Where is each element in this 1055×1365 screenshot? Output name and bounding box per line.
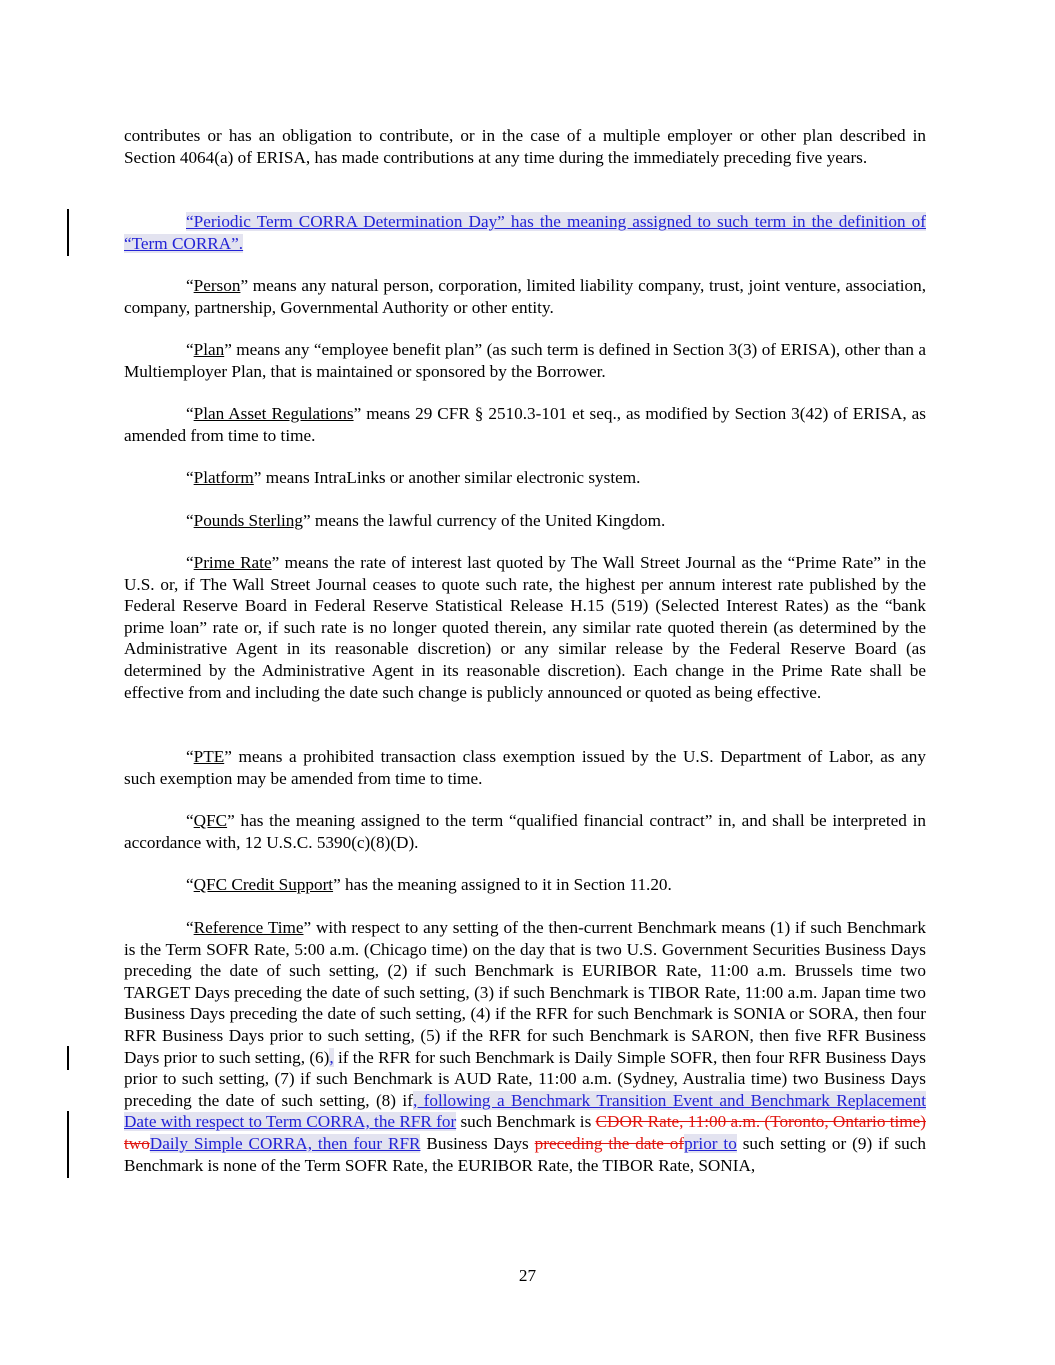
definition-qfc-credit-support (124, 874, 926, 896)
defined-term: Prime Rate (193, 553, 272, 572)
defined-term: PTE (193, 747, 225, 766)
definition-platform (124, 467, 926, 489)
definition-text: Business Days (420, 1133, 535, 1153)
open-quote: “ (186, 918, 194, 937)
definition-text: ” has the meaning assigned to it in Section 11.20. (333, 875, 672, 894)
defined-term: Plan (193, 340, 225, 359)
definition-text: ” means the lawful currency of the United Kingdom. (302, 511, 666, 530)
inserted-text: , following a Benchmark Transition Event and Benchmark Replacement Date with respect to Term CORRA, the RFR for (124, 1090, 926, 1132)
definition-text: ” with respect to any setting of the then-current Benchmark means (1) if such Benchmark is the Term SOFR Rate, 5:00 a.m. (Chicago time) on the day that is two U.S. Government Securities Business Days preceding the date of such setting, (2) if such Benchmark is EURIBOR Rate, 11:00 a.m. Brussels time two TARGET Days preceding the date of such setting, (3) if such Benchmark is TIBOR Rate, 11:00 a.m. Japan time two Business Days preceding the date of such setting, (4) if the RFR for such Benchmark is SONIA or SORA, then four RFR Business Days prior to such setting, (5) if the RFR for such Benchmark is SARON, then five RFR Business Days prior to such setting, (6) (124, 918, 926, 1067)
defined-term: Reference Time (193, 918, 304, 937)
paragraph-periodic-term-corra (124, 211, 926, 254)
defined-term: QFC (193, 811, 228, 830)
defined-term: Plan Asset Regulations (193, 404, 354, 423)
open-quote: “ (186, 276, 194, 295)
definition-prime-rate (124, 552, 926, 703)
definition-plan (124, 339, 926, 382)
definition-reference-time (124, 917, 926, 1176)
definition-text: ” has the meaning assigned to the term “qualified financial contract” in, and shall be interpreted in accordance with, 12 U.S.C. 5390(c)(8)(D). (124, 811, 926, 852)
defined-term: Pounds Sterling (193, 511, 303, 530)
change-bar (67, 209, 69, 256)
definition-qfc (124, 810, 926, 853)
open-quote: “ (186, 511, 194, 530)
definition-text: ” means any natural person, corporation, limited liability company, trust, joint venture, association, company, partnership, Governmental Authority or other entity. (124, 276, 926, 317)
definition-text: such Benchmark is (456, 1112, 596, 1132)
open-quote: “ (186, 811, 194, 830)
definition-pte (124, 746, 926, 789)
inserted-text: , (329, 1047, 334, 1067)
paragraph-continuation: contributes or has an obligation to contribute, or in the case of a multiple employer or other plan described in Section 4064(a) of ERISA, has made contributions at any time during the immediately preceding five years. (124, 126, 926, 167)
defined-term: QFC Credit Support (193, 875, 334, 894)
deleted-text: preceding the date of (534, 1133, 685, 1153)
inserted-text: Daily Simple CORRA, then four RFR (149, 1133, 421, 1153)
inserted-text: “Periodic Term CORRA Determination Day” has the meaning assigned to such term in the definition of “Term CORRA”. (124, 212, 926, 253)
definition-text: such setting or (9) if such Benchmark is none of the Term SOFR Rate, the EURIBOR Rate, the TIBOR Rate, SONIA, (124, 1133, 926, 1175)
open-quote: “ (186, 747, 194, 766)
open-quote: “ (186, 340, 194, 359)
change-bar (67, 1046, 69, 1070)
definition-text: ” means IntraLinks or another similar electronic system. (253, 468, 641, 487)
definition-person (124, 275, 926, 318)
open-quote: “ (186, 875, 194, 894)
definition-pounds-sterling (124, 510, 926, 532)
page-number: 27 (518, 1266, 537, 1285)
open-quote: “ (186, 404, 194, 423)
defined-term: Platform (193, 468, 254, 487)
change-bar (67, 1111, 69, 1178)
definition-text: ” means 29 CFR § 2510.3-101 et seq., as modified by Section 3(42) of ERISA, as amended from time to time. (124, 404, 926, 445)
definition-text: ” means a prohibited transaction class exemption issued by the U.S. Department of Labor, as any such exemption may be amended from time to time. (124, 747, 926, 788)
defined-term: Person (193, 276, 241, 295)
definition-text: ” means the rate of interest last quoted by The Wall Street Journal as the “Prime Rate” in the U.S. or, if The Wall Street Journal ceases to quote such rate, the highest per annum interest rate published by the Federal Reserve Board in Federal Reserve Statistical Release H.15 (519) (Selected Interest Rates) as the “bank prime loan” rate or, if such rate is no longer quoted therein, any similar rate quoted therein (as determined by the Administrative Agent in its reasonable discretion) or any similar release by the Federal Reserve Board (as determined by the Administrative Agent in its reasonable discretion). Each change in the Prime Rate shall be effective from and including the date such change is publicly announced or quoted as being effective. (124, 553, 926, 702)
definition-text: if the RFR for such Benchmark is Daily Simple SOFR, then four RFR Business Days prior to such setting, (7) if such Benchmark is AUD Rate, 11:00 a.m. (Sydney, Australia time) two Business Days preceding the date of such setting, (8) if (124, 1047, 926, 1110)
definition-text: ” means any “employee benefit plan” (as such term is defined in Section 3(3) of ERISA), other than a Multiemployer Plan, that is maintained or sponsored by the Borrower. (124, 340, 926, 381)
open-quote: “ (186, 553, 194, 572)
open-quote: “ (186, 468, 194, 487)
inserted-text: prior to (684, 1133, 737, 1153)
definition-plan-asset-regulations (124, 403, 926, 446)
deleted-text: CDOR Rate, 11:00 a.m. (Toronto, Ontario time) two (124, 1112, 926, 1153)
